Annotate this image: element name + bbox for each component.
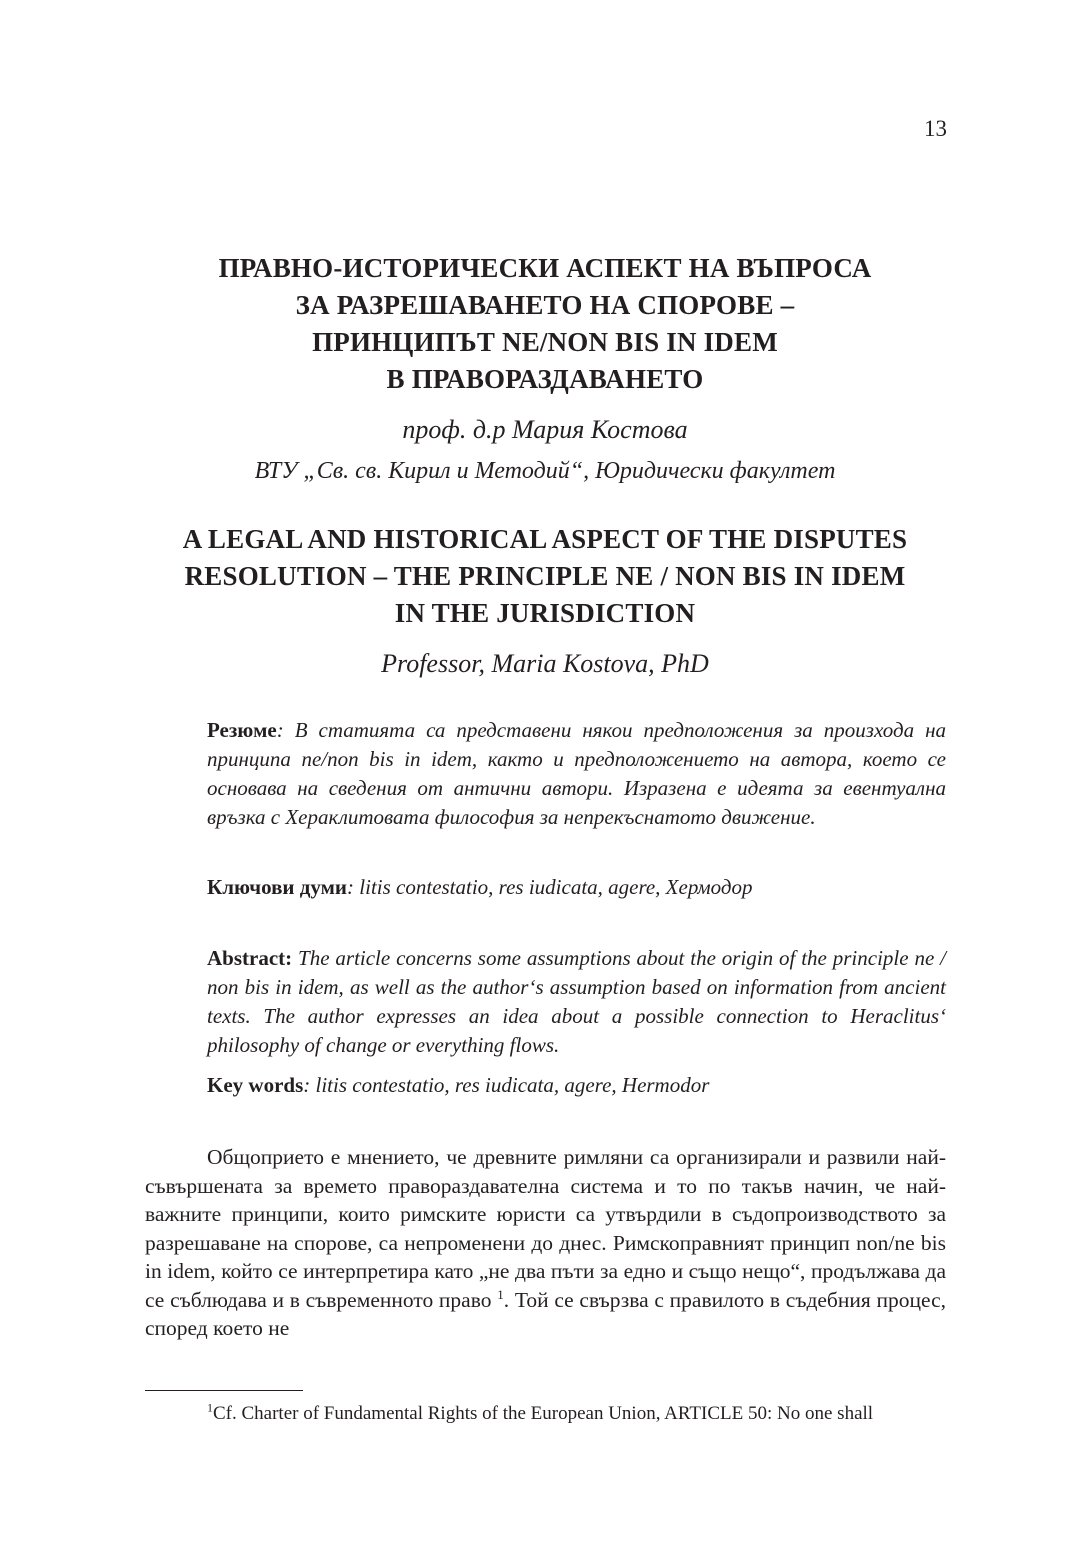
title-bulgarian <box>130 250 960 398</box>
title-en-line-3: IN THE JURISDICTION <box>394 598 696 628</box>
abstract-bulgarian <box>207 716 946 832</box>
author-bulgarian: проф. д.р Мария Костова <box>402 415 688 444</box>
keywords-english <box>207 1071 946 1100</box>
footnote-divider <box>145 1390 303 1391</box>
title-bg-line-1: ПРАВНО-ИСТОРИЧЕСКИ АСПЕКТ НА ВЪПРОСА <box>218 253 872 283</box>
abstract-bg-label: Резюме <box>207 718 277 742</box>
title-bg-line-4: В ПРАВОРАЗДАВАНЕТО <box>386 364 704 394</box>
abstract-bg-text: В статията са представени някои предположения за произхода на принципа ne/non bis in idem, както и предположението на автора, което се основава на сведения от антични автори. Изразена е идеята за евентуална връзка с Хераклитовата философия за непрекъснатото движение. <box>207 718 946 829</box>
keywords-bulgarian <box>207 873 946 902</box>
keywords-en-text: : litis contestatio, res iudicata, agere, Hermodor <box>303 1073 710 1097</box>
body-paragraph <box>145 1143 946 1343</box>
keywords-en-label: Key words <box>207 1073 304 1097</box>
footnote <box>207 1401 952 1427</box>
affiliation-bulgarian: ВТУ „Св. св. Кирил и Методий“, Юридически факултет <box>254 458 836 484</box>
keywords-bg-text: : litis contestatio, res iudicata, agere, Хермодор <box>347 875 753 899</box>
footnote-number: 1 <box>207 1400 213 1415</box>
abstract-english <box>207 944 946 1060</box>
page-number: 13 <box>924 116 947 141</box>
keywords-bg-label: Ключови думи <box>207 875 348 899</box>
abstract-bg-separator: : <box>276 718 284 742</box>
title-en-line-2: RESOLUTION – THE PRINCIPLE NE / NON BIS IN IDEM <box>184 561 906 591</box>
title-en-line-1: A LEGAL AND HISTORICAL ASPECT OF THE DISPUTES <box>182 524 908 554</box>
abstract-en-text: The article concerns some assumptions about the origin of the principle ne / non bis in idem, as well as the author‘s assumption based on information from ancient texts. The author expresses an idea about a possible connection to Heraclitus‘ philosophy of change or everything flows. <box>207 946 946 1057</box>
body-text-part-1: Общоприето е мнението, че древните римляни са организирали и развили най-съвършената за времето правораздавателна система и то по такъв начин, че най-важните принципи, които римските юристи са утвърдили в съдопроизводството за разрешаване на спорове, са непроменени до днес. Римскоправният принцип non/ne bis in idem, който се интерпретира като „не два пъти за едно и също нещо“, продължава да се съблюдава и в съвременното право <box>145 1145 946 1312</box>
footnote-text: Cf. Charter of Fundamental Rights of the European Union, ARTICLE 50: No one shall <box>213 1403 874 1424</box>
title-english <box>130 521 960 632</box>
body-text-part-2: . Той се свързва с правилото в съдебния процес, според което не <box>145 1287 947 1340</box>
abstract-en-label: Abstract: <box>207 946 293 970</box>
title-bg-line-3: ПРИНЦИПЪТ NE/NON BIS IN IDEM <box>312 327 778 357</box>
title-bg-line-2: ЗА РАЗРЕШАВАНЕТО НА СПОРОВЕ – <box>295 290 795 320</box>
footnote-reference: 1 <box>497 1286 504 1302</box>
author-english: Professor, Maria Kostova, PhD <box>381 649 709 678</box>
